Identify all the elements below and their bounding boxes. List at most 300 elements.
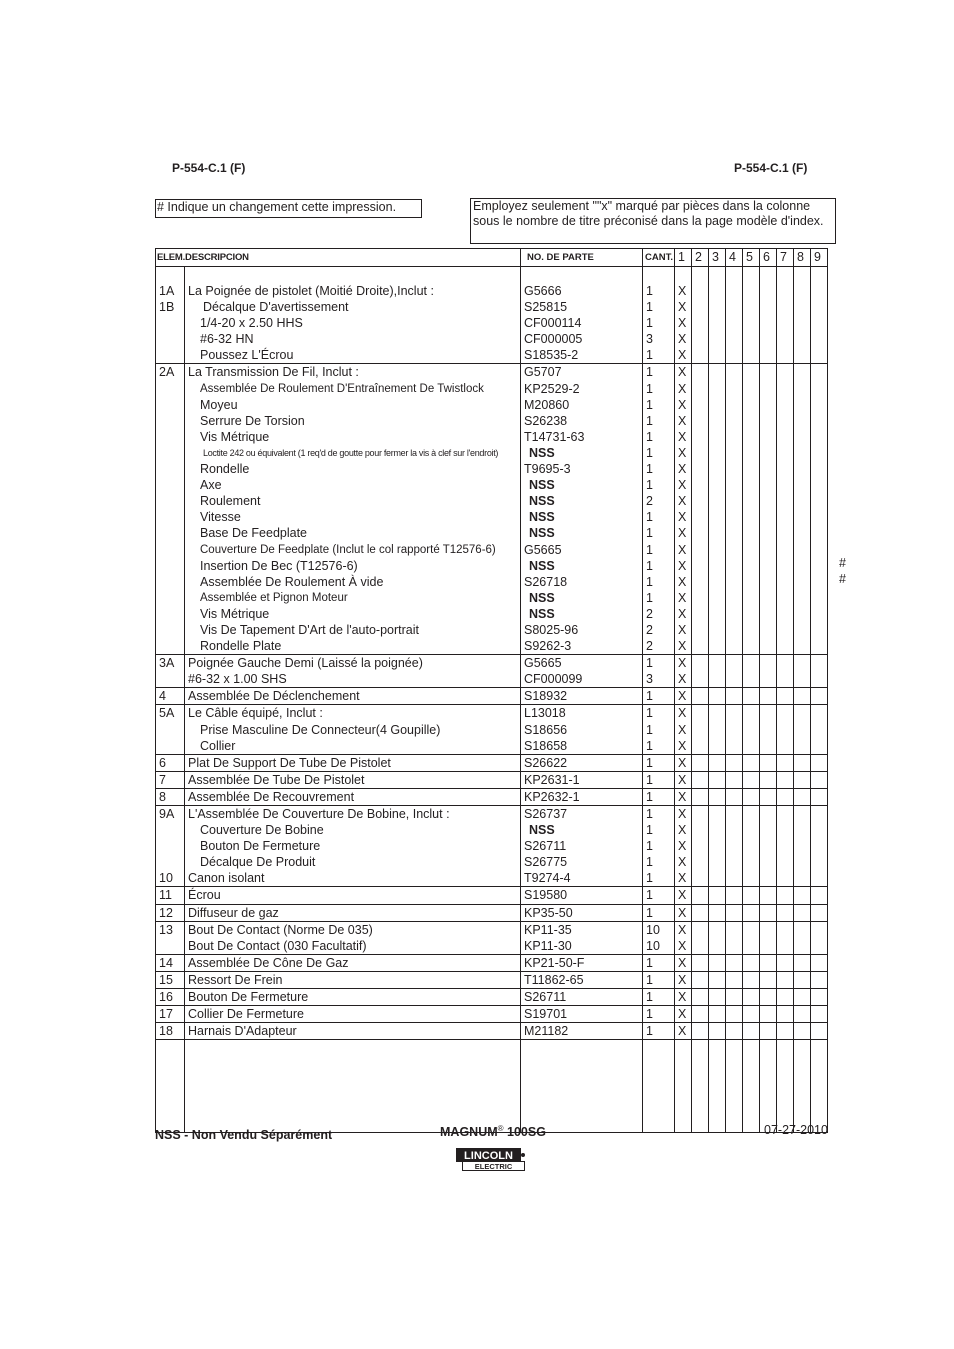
quantity: 1 — [643, 854, 675, 870]
item-description: Prise Masculine De Connecteur(4 Goupille) — [185, 722, 521, 738]
quantity: 3 — [643, 331, 675, 347]
model-2-mark — [692, 1023, 709, 1040]
model-6-mark — [760, 989, 777, 1006]
table-row — [156, 887, 828, 904]
model-9-mark — [811, 722, 828, 738]
item-number: 2A — [156, 364, 185, 381]
model-3-mark — [709, 525, 726, 541]
model-2-mark — [692, 331, 709, 347]
model-4-mark — [726, 413, 743, 429]
model-8-mark — [794, 954, 811, 971]
model-8-mark — [794, 315, 811, 331]
quantity: 1 — [643, 771, 675, 788]
quantity: 1 — [643, 870, 675, 887]
model-8-mark — [794, 574, 811, 590]
model-6-mark — [760, 558, 777, 574]
model-6-mark — [760, 971, 777, 988]
model-7-mark — [777, 838, 794, 854]
model-9-mark — [811, 754, 828, 771]
change-mark: # — [839, 555, 846, 570]
table-row — [156, 1006, 828, 1023]
model-8-mark — [794, 887, 811, 904]
table-row — [156, 989, 828, 1006]
item-number — [156, 822, 185, 838]
table-row — [156, 364, 828, 381]
model-5-mark — [743, 558, 760, 574]
model-6-mark — [760, 754, 777, 771]
model-9-mark — [811, 364, 828, 381]
model-5-mark — [743, 542, 760, 558]
item-number — [156, 509, 185, 525]
header-col-2: 2 — [692, 249, 709, 267]
model-8-mark — [794, 722, 811, 738]
quantity: 1 — [643, 590, 675, 606]
model-7-mark — [777, 1023, 794, 1040]
model-1-mark: X — [675, 397, 692, 413]
quantity: 1 — [643, 954, 675, 971]
model-3-mark — [709, 722, 726, 738]
model-8-mark — [794, 558, 811, 574]
model-3-mark — [709, 558, 726, 574]
model-6-mark — [760, 938, 777, 955]
model-8-mark — [794, 525, 811, 541]
model-2-mark — [692, 971, 709, 988]
item-description: Décalque De Produit — [185, 854, 521, 870]
model-2-mark — [692, 558, 709, 574]
item-description: Roulement — [185, 493, 521, 509]
model-2-mark — [692, 705, 709, 722]
model-3-mark — [709, 445, 726, 461]
model-4-mark — [726, 854, 743, 870]
model-3-mark — [709, 688, 726, 705]
item-description: Plat De Support De Tube De Pistolet — [185, 754, 521, 771]
table-row — [156, 771, 828, 788]
model-7-mark — [777, 397, 794, 413]
model-9-mark — [811, 904, 828, 921]
model-1-mark: X — [675, 381, 692, 397]
item-description: Rondelle — [185, 461, 521, 477]
model-3-mark — [709, 574, 726, 590]
part-number: S9262-3 — [521, 638, 643, 655]
model-6-mark — [760, 838, 777, 854]
blank-cell — [692, 1040, 709, 1133]
quantity: 1 — [643, 413, 675, 429]
model-3-mark — [709, 590, 726, 606]
table-row — [156, 838, 828, 854]
model-7-mark — [777, 671, 794, 688]
item-description: La Transmission De Fil, Inclut : — [185, 364, 521, 381]
model-8-mark — [794, 477, 811, 493]
model-4-mark — [726, 283, 743, 299]
model-2-mark — [692, 854, 709, 870]
model-7-mark — [777, 461, 794, 477]
model-5-mark — [743, 989, 760, 1006]
model-6-mark — [760, 542, 777, 558]
part-number: S26622 — [521, 754, 643, 771]
model-7-mark — [777, 754, 794, 771]
model-8-mark — [794, 771, 811, 788]
model-5-mark — [743, 655, 760, 672]
item-number: 18 — [156, 1023, 185, 1040]
quantity: 1 — [643, 806, 675, 823]
spacer-cell — [521, 267, 643, 284]
model-7-mark — [777, 971, 794, 988]
model-5-mark — [743, 854, 760, 870]
model-5-mark — [743, 445, 760, 461]
item-description: #6-32 HN — [185, 331, 521, 347]
model-9-mark — [811, 954, 828, 971]
model-9-mark — [811, 315, 828, 331]
table-row — [156, 822, 828, 838]
model-2-mark — [692, 574, 709, 590]
model-2-mark — [692, 887, 709, 904]
quantity: 1 — [643, 738, 675, 755]
item-number: 13 — [156, 921, 185, 938]
part-number: S19580 — [521, 887, 643, 904]
model-3-mark — [709, 347, 726, 364]
model-8-mark — [794, 671, 811, 688]
model-2-mark — [692, 738, 709, 755]
item-number: 4 — [156, 688, 185, 705]
model-5-mark — [743, 822, 760, 838]
model-3-mark — [709, 921, 726, 938]
model-8-mark — [794, 989, 811, 1006]
model-9-mark — [811, 445, 828, 461]
model-4-mark — [726, 921, 743, 938]
part-number: S18658 — [521, 738, 643, 755]
model-suffix: 100SG — [503, 1125, 546, 1140]
model-1-mark: X — [675, 688, 692, 705]
model-8-mark — [794, 283, 811, 299]
model-9-mark — [811, 542, 828, 558]
model-1-mark: X — [675, 822, 692, 838]
model-8-mark — [794, 331, 811, 347]
model-8-mark — [794, 347, 811, 364]
model-3-mark — [709, 887, 726, 904]
quantity: 3 — [643, 671, 675, 688]
model-4-mark — [726, 493, 743, 509]
model-2-mark — [692, 461, 709, 477]
item-description: Vis De Tapement D'Art de l'auto-portrait — [185, 622, 521, 638]
model-1-mark: X — [675, 299, 692, 315]
model-2-mark — [692, 788, 709, 805]
model-2-mark — [692, 938, 709, 955]
table-row — [156, 347, 828, 364]
table-header-row — [156, 249, 828, 267]
model-5-mark — [743, 671, 760, 688]
model-5-mark — [743, 347, 760, 364]
model-1-mark: X — [675, 705, 692, 722]
model-5-mark — [743, 738, 760, 755]
item-description: Poignée Gauche Demi (Laissé la poignée) — [185, 655, 521, 672]
model-9-mark — [811, 622, 828, 638]
model-7-mark — [777, 477, 794, 493]
model-6-mark — [760, 954, 777, 971]
model-8-mark — [794, 493, 811, 509]
model-1-mark: X — [675, 904, 692, 921]
part-number: KP2631-1 — [521, 771, 643, 788]
model-4-mark — [726, 806, 743, 823]
model-4-mark — [726, 1006, 743, 1023]
header-elem: ELEM. — [157, 252, 186, 263]
model-3-mark — [709, 655, 726, 672]
table-row — [156, 590, 828, 606]
model-5-mark — [743, 622, 760, 638]
part-number: NSS — [521, 525, 643, 541]
quantity: 1 — [643, 722, 675, 738]
item-number — [156, 429, 185, 445]
item-number — [156, 558, 185, 574]
quantity: 1 — [643, 283, 675, 299]
model-3-mark — [709, 493, 726, 509]
model-2-mark — [692, 870, 709, 887]
item-number: 1B — [156, 299, 185, 315]
part-number: NSS — [521, 606, 643, 622]
doc-code-left: P-554-C.1 (F) — [172, 161, 246, 175]
logo-top-text: LINCOLN — [464, 1150, 513, 1162]
model-5-mark — [743, 771, 760, 788]
blank-cell — [643, 1040, 675, 1133]
model-9-mark — [811, 590, 828, 606]
model-1-mark: X — [675, 429, 692, 445]
item-description: Assemblée De Roulement À vide — [185, 574, 521, 590]
revision-date: 07-27-2010 — [764, 1123, 828, 1137]
model-6-mark — [760, 738, 777, 755]
model-1-mark: X — [675, 722, 692, 738]
model-8-mark — [794, 806, 811, 823]
model-1-mark: X — [675, 574, 692, 590]
model-6-mark — [760, 771, 777, 788]
model-6-mark — [760, 331, 777, 347]
table-row — [156, 461, 828, 477]
item-number — [156, 574, 185, 590]
spacer-row — [156, 267, 828, 284]
table-row — [156, 331, 828, 347]
table-row — [156, 870, 828, 887]
model-name — [440, 1124, 546, 1139]
model-9-mark — [811, 606, 828, 622]
blank-cell — [185, 1040, 521, 1133]
table-row — [156, 525, 828, 541]
quantity: 1 — [643, 1006, 675, 1023]
model-8-mark — [794, 397, 811, 413]
model-1-mark: X — [675, 606, 692, 622]
model-9-mark — [811, 331, 828, 347]
model-4-mark — [726, 381, 743, 397]
model-2-mark — [692, 954, 709, 971]
item-number — [156, 461, 185, 477]
table-row — [156, 283, 828, 299]
model-4-mark — [726, 477, 743, 493]
model-4-mark — [726, 331, 743, 347]
part-number: KP2632-1 — [521, 788, 643, 805]
item-number — [156, 590, 185, 606]
part-number: S18535-2 — [521, 347, 643, 364]
model-6-mark — [760, 364, 777, 381]
model-4-mark — [726, 705, 743, 722]
model-9-mark — [811, 671, 828, 688]
model-1-mark: X — [675, 315, 692, 331]
model-9-mark — [811, 870, 828, 887]
model-8-mark — [794, 1023, 811, 1040]
model-1-mark: X — [675, 1006, 692, 1023]
table-row — [156, 558, 828, 574]
item-number: 7 — [156, 771, 185, 788]
item-number — [156, 854, 185, 870]
quantity: 1 — [643, 558, 675, 574]
part-number: S26718 — [521, 574, 643, 590]
quantity: 1 — [643, 525, 675, 541]
model-8-mark — [794, 738, 811, 755]
model-5-mark — [743, 381, 760, 397]
model-2-mark — [692, 638, 709, 655]
model-3-mark — [709, 989, 726, 1006]
model-3-mark — [709, 331, 726, 347]
quantity: 1 — [643, 754, 675, 771]
model-5-mark — [743, 493, 760, 509]
model-1-mark: X — [675, 854, 692, 870]
model-8-mark — [794, 299, 811, 315]
item-description: Harnais D'Adapteur — [185, 1023, 521, 1040]
model-5-mark — [743, 429, 760, 445]
table-row — [156, 397, 828, 413]
model-4-mark — [726, 887, 743, 904]
quantity: 2 — [643, 622, 675, 638]
table-row — [156, 299, 828, 315]
model-6-mark — [760, 299, 777, 315]
usage-note: Employez seulement ""x" marqué par pièces dans la colonne sous le nombre de titre préconisé dans la page modèle d'index. — [470, 198, 836, 244]
model-5-mark — [743, 525, 760, 541]
quantity: 1 — [643, 705, 675, 722]
model-3-mark — [709, 315, 726, 331]
item-description: Bout De Contact (Norme De 035) — [185, 921, 521, 938]
model-5-mark — [743, 870, 760, 887]
model-6-mark — [760, 806, 777, 823]
model-9-mark — [811, 461, 828, 477]
part-number: NSS — [521, 590, 643, 606]
table-row — [156, 904, 828, 921]
model-1-mark: X — [675, 954, 692, 971]
model-3-mark — [709, 413, 726, 429]
item-description: La Poignée de pistolet (Moitié Droite),Inclut : — [185, 283, 521, 299]
model-6-mark — [760, 722, 777, 738]
model-6-mark — [760, 574, 777, 590]
model-1-mark: X — [675, 347, 692, 364]
table-row — [156, 788, 828, 805]
model-4-mark — [726, 971, 743, 988]
model-8-mark — [794, 754, 811, 771]
item-number — [156, 938, 185, 955]
spacer-cell — [726, 267, 743, 284]
model-2-mark — [692, 397, 709, 413]
model-3-mark — [709, 838, 726, 854]
model-1-mark: X — [675, 671, 692, 688]
item-number: 3A — [156, 655, 185, 672]
model-4-mark — [726, 509, 743, 525]
header-col-4: 4 — [726, 249, 743, 267]
item-number: 6 — [156, 754, 185, 771]
model-4-mark — [726, 838, 743, 854]
table-row — [156, 606, 828, 622]
model-7-mark — [777, 938, 794, 955]
model-3-mark — [709, 904, 726, 921]
model-7-mark — [777, 574, 794, 590]
model-5-mark — [743, 788, 760, 805]
model-2-mark — [692, 347, 709, 364]
model-5-mark — [743, 971, 760, 988]
model-4-mark — [726, 655, 743, 672]
model-3-mark — [709, 429, 726, 445]
table-row — [156, 705, 828, 722]
model-6-mark — [760, 1006, 777, 1023]
item-number — [156, 413, 185, 429]
item-number: 11 — [156, 887, 185, 904]
model-4-mark — [726, 574, 743, 590]
model-8-mark — [794, 938, 811, 955]
model-2-mark — [692, 622, 709, 638]
quantity: 1 — [643, 971, 675, 988]
item-description: Vis Métrique — [185, 606, 521, 622]
model-3-mark — [709, 806, 726, 823]
item-description: #6-32 x 1.00 SHS — [185, 671, 521, 688]
quantity: 1 — [643, 347, 675, 364]
item-number — [156, 493, 185, 509]
nss-note: NSS - Non Vendu Séparément — [155, 1128, 333, 1142]
item-number — [156, 838, 185, 854]
model-7-mark — [777, 429, 794, 445]
model-3-mark — [709, 671, 726, 688]
model-6-mark — [760, 429, 777, 445]
item-number — [156, 331, 185, 347]
quantity: 1 — [643, 989, 675, 1006]
model-4-mark — [726, 688, 743, 705]
model-7-mark — [777, 606, 794, 622]
blank-cell — [521, 1040, 643, 1133]
model-3-mark — [709, 822, 726, 838]
model-9-mark — [811, 688, 828, 705]
spacer-cell — [643, 267, 675, 284]
item-description: Le Câble équipé, Inclut : — [185, 705, 521, 722]
model-1-mark: X — [675, 971, 692, 988]
quantity: 2 — [643, 493, 675, 509]
model-1-mark: X — [675, 461, 692, 477]
model-7-mark — [777, 622, 794, 638]
item-number — [156, 542, 185, 558]
model-4-mark — [726, 771, 743, 788]
model-8-mark — [794, 429, 811, 445]
model-1-mark: X — [675, 558, 692, 574]
header-col-8: 8 — [794, 249, 811, 267]
model-8-mark — [794, 1006, 811, 1023]
model-7-mark — [777, 722, 794, 738]
part-number: T14731-63 — [521, 429, 643, 445]
table-row — [156, 921, 828, 938]
model-3-mark — [709, 606, 726, 622]
quantity: 1 — [643, 904, 675, 921]
model-9-mark — [811, 822, 828, 838]
model-8-mark — [794, 921, 811, 938]
model-3-mark — [709, 509, 726, 525]
model-1-mark: X — [675, 331, 692, 347]
item-description: Poussez L'Écrou — [185, 347, 521, 364]
model-8-mark — [794, 870, 811, 887]
model-6-mark — [760, 655, 777, 672]
model-9-mark — [811, 347, 828, 364]
header-col-9: 9 — [811, 249, 828, 267]
model-7-mark — [777, 921, 794, 938]
model-2-mark — [692, 655, 709, 672]
model-9-mark — [811, 381, 828, 397]
